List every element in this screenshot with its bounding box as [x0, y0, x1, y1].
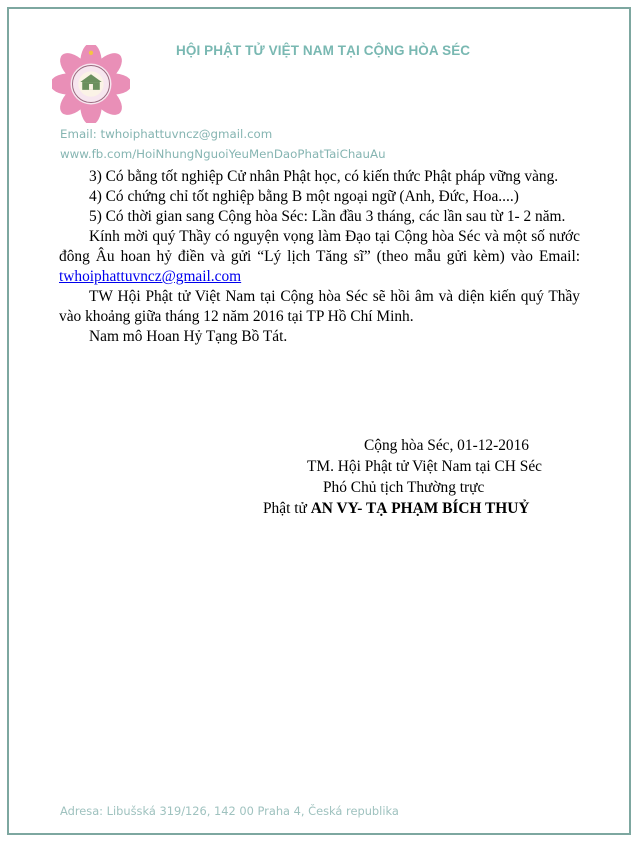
paragraph-requirement-3: 3) Có bằng tốt nghiệp Cử nhân Phật học, có kiến thức Phật pháp vững vàng.	[89, 168, 559, 185]
facebook-line: www.fb.com/HoiNhungNguoiYeuMenDaoPhatTaiChauAu	[60, 147, 386, 161]
invitation-email-link[interactable]: twhoiphattuvncz@gmail.com	[59, 268, 242, 285]
lotus-logo-icon	[52, 45, 130, 123]
signature-organization: TM. Hội Phật tử Việt Nam tại CH Séc	[307, 458, 542, 475]
paragraph-requirement-5: 5) Có thời gian sang Cộng hòa Séc: Lần đầu 3 tháng, các lần sau từ 1- 2 năm.	[89, 208, 566, 225]
letter-body	[59, 167, 580, 347]
paragraph-requirement-4: 4) Có chứng chỉ tốt nghiệp bằng B một ngoại ngữ (Anh, Đức, Hoa....)	[89, 188, 519, 205]
paragraph-response: TW Hội Phật tử Việt Nam tại Cộng hòa Séc sẽ hồi âm và diện kiến quý Thầy vào khoảng giữa tháng 12 năm 2016 tại TP Hồ Chí Minh.	[59, 288, 580, 325]
signature-prefix: Phật tử	[263, 500, 311, 517]
signature-position: Phó Chủ tịch Thường trực	[323, 479, 485, 496]
paragraph-invitation	[59, 227, 580, 287]
signature-place-date: Cộng hòa Séc, 01-12-2016	[364, 437, 529, 454]
organization-title: HỘI PHẬT TỬ VIỆT NAM TẠI CỘNG HÒA SÉC	[176, 43, 471, 58]
paragraph-closing: Nam mô Hoan Hỷ Tạng Bồ Tát.	[89, 328, 288, 345]
signature-name: AN VY- TẠ PHẠM BÍCH THUỶ	[310, 500, 530, 517]
footer-address: Adresa: Libušská 319/126, 142 00 Praha 4, Česká republika	[60, 804, 399, 818]
contact-info	[60, 124, 386, 164]
email-line: Email: twhoiphattuvncz@gmail.com	[60, 127, 273, 141]
signature-name-line	[263, 500, 529, 518]
invitation-text: Kính mời quý Thầy có nguyện vọng làm Đạo tại Cộng hòa Séc và một số nước đông Âu hoan hỷ điền và gửi “Lý lịch Tăng sĩ” (theo mẫu gửi kèm) vào Email:	[59, 228, 580, 265]
